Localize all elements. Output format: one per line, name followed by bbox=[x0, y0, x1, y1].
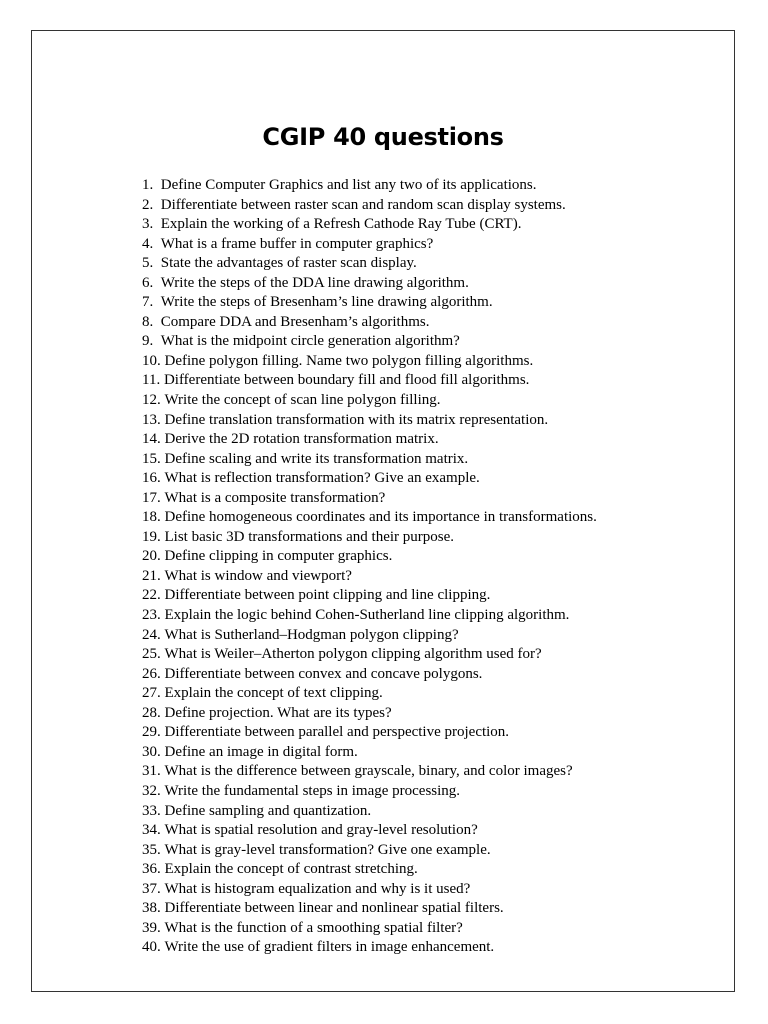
question-text: Write the steps of the DDA line drawing algorithm. bbox=[160, 274, 469, 291]
question-number: 29. bbox=[142, 724, 161, 741]
question-item bbox=[142, 821, 597, 841]
question-item bbox=[142, 782, 597, 802]
question-item bbox=[142, 684, 597, 704]
question-item bbox=[142, 880, 597, 900]
question-item bbox=[142, 371, 597, 391]
question-item bbox=[142, 723, 597, 743]
question-number: 16. bbox=[142, 470, 161, 487]
document-title: CGIP 40 questions bbox=[262, 123, 504, 151]
question-text: Explain the concept of contrast stretching. bbox=[164, 861, 418, 878]
question-number: 2. bbox=[142, 196, 154, 213]
question-item bbox=[142, 645, 597, 665]
document-page bbox=[31, 30, 735, 992]
question-number: 10. bbox=[142, 352, 161, 369]
question-number: 18. bbox=[142, 509, 161, 526]
question-number: 15. bbox=[142, 450, 161, 467]
question-text: Compare DDA and Bresenham’s algorithms. bbox=[160, 313, 430, 330]
question-item bbox=[142, 274, 597, 294]
question-number: 3. bbox=[142, 216, 154, 233]
question-number: 14. bbox=[142, 431, 161, 448]
question-text: What is Weiler–Atherton polygon clipping algorithm used for? bbox=[164, 646, 542, 663]
question-list bbox=[142, 176, 597, 958]
question-item bbox=[142, 508, 597, 528]
question-item bbox=[142, 626, 597, 646]
question-number: 34. bbox=[142, 822, 161, 839]
question-text: What is reflection transformation? Give an example. bbox=[164, 470, 480, 487]
question-item bbox=[142, 704, 597, 724]
question-number: 20. bbox=[142, 548, 161, 565]
question-number: 31. bbox=[142, 763, 161, 780]
question-item bbox=[142, 196, 597, 216]
question-item bbox=[142, 899, 597, 919]
question-text: Explain the concept of text clipping. bbox=[164, 685, 383, 702]
question-text: What is histogram equalization and why is it used? bbox=[164, 880, 471, 897]
question-number: 4. bbox=[142, 235, 154, 252]
question-text: Write the fundamental steps in image processing. bbox=[164, 782, 461, 799]
question-text: Derive the 2D rotation transformation matrix. bbox=[164, 431, 439, 448]
question-text: Define translation transformation with its matrix representation. bbox=[164, 411, 549, 428]
question-number: 6. bbox=[142, 274, 154, 291]
question-text: What is gray-level transformation? Give one example. bbox=[164, 841, 491, 858]
question-number: 39. bbox=[142, 919, 161, 936]
question-text: List basic 3D transformations and their purpose. bbox=[164, 528, 455, 545]
question-number: 26. bbox=[142, 665, 161, 682]
question-number: 8. bbox=[142, 313, 154, 330]
question-item bbox=[142, 528, 597, 548]
question-text: Explain the logic behind Cohen-Sutherland line clipping algorithm. bbox=[164, 607, 570, 624]
question-item bbox=[142, 313, 597, 333]
question-text: What is the function of a smoothing spatial filter? bbox=[164, 919, 463, 936]
question-item bbox=[142, 547, 597, 567]
question-item bbox=[142, 391, 597, 411]
question-text: Define homogeneous coordinates and its importance in transformations. bbox=[164, 509, 597, 526]
question-item bbox=[142, 489, 597, 509]
question-text: Define projection. What are its types? bbox=[164, 704, 392, 721]
question-text: What is the midpoint circle generation algorithm? bbox=[160, 333, 460, 350]
question-number: 9. bbox=[142, 333, 154, 350]
question-number: 30. bbox=[142, 743, 161, 760]
question-text: What is window and viewport? bbox=[164, 567, 352, 584]
question-item bbox=[142, 860, 597, 880]
question-item bbox=[142, 938, 597, 958]
question-text: Write the use of gradient filters in image enhancement. bbox=[164, 939, 495, 956]
question-item bbox=[142, 802, 597, 822]
question-text: Define scaling and write its transformation matrix. bbox=[164, 450, 469, 467]
question-text: Write the steps of Bresenham’s line drawing algorithm. bbox=[160, 294, 493, 311]
question-number: 35. bbox=[142, 841, 161, 858]
question-item bbox=[142, 332, 597, 352]
question-text: What is the difference between grayscale, binary, and color images? bbox=[164, 763, 573, 780]
question-number: 28. bbox=[142, 704, 161, 721]
question-text: Define Computer Graphics and list any two of its applications. bbox=[160, 177, 537, 193]
question-item bbox=[142, 450, 597, 470]
question-number: 25. bbox=[142, 646, 161, 663]
question-number: 37. bbox=[142, 880, 161, 897]
question-text: Differentiate between point clipping and line clipping. bbox=[164, 587, 491, 604]
question-item bbox=[142, 352, 597, 372]
question-item bbox=[142, 841, 597, 861]
question-item bbox=[142, 586, 597, 606]
question-number: 40. bbox=[142, 939, 161, 956]
question-item bbox=[142, 762, 597, 782]
question-number: 23. bbox=[142, 607, 161, 624]
question-number: 22. bbox=[142, 587, 161, 604]
question-text: What is a composite transformation? bbox=[164, 489, 386, 506]
question-number: 13. bbox=[142, 411, 161, 428]
question-number: 12. bbox=[142, 392, 161, 409]
question-text: Define polygon filling. Name two polygon filling algorithms. bbox=[164, 352, 534, 369]
question-item bbox=[142, 743, 597, 763]
question-text: Differentiate between parallel and perspective projection. bbox=[164, 724, 510, 741]
question-number: 33. bbox=[142, 802, 161, 819]
question-text: What is spatial resolution and gray-level resolution? bbox=[164, 822, 478, 839]
question-item bbox=[142, 469, 597, 489]
question-text: Define sampling and quantization. bbox=[164, 802, 372, 819]
question-text: What is Sutherland–Hodgman polygon clipping? bbox=[164, 626, 459, 643]
question-number: 11. bbox=[142, 372, 161, 389]
question-item bbox=[142, 567, 597, 587]
question-number: 21. bbox=[142, 567, 161, 584]
question-number: 32. bbox=[142, 782, 161, 799]
question-item bbox=[142, 411, 597, 431]
question-text: Differentiate between linear and nonlinear spatial filters. bbox=[164, 900, 504, 917]
question-text: Differentiate between raster scan and random scan display systems. bbox=[160, 196, 566, 213]
question-number: 19. bbox=[142, 528, 161, 545]
question-item bbox=[142, 235, 597, 255]
question-number: 5. bbox=[142, 255, 154, 272]
question-text: Explain the working of a Refresh Cathode Ray Tube (CRT). bbox=[160, 216, 522, 233]
question-item bbox=[142, 606, 597, 626]
question-number: 1. bbox=[142, 177, 154, 193]
question-item bbox=[142, 665, 597, 685]
question-number: 27. bbox=[142, 685, 161, 702]
question-text: Differentiate between convex and concave polygons. bbox=[164, 665, 483, 682]
question-item bbox=[142, 919, 597, 939]
question-number: 38. bbox=[142, 900, 161, 917]
question-number: 24. bbox=[142, 626, 161, 643]
question-text: State the advantages of raster scan display. bbox=[160, 255, 417, 272]
question-text: What is a frame buffer in computer graphics? bbox=[160, 235, 434, 252]
question-item bbox=[142, 254, 597, 274]
question-text: Define an image in digital form. bbox=[164, 743, 358, 760]
question-number: 36. bbox=[142, 861, 161, 878]
question-item bbox=[142, 293, 597, 313]
question-number: 17. bbox=[142, 489, 161, 506]
question-number: 7. bbox=[142, 294, 154, 311]
question-text: Write the concept of scan line polygon filling. bbox=[164, 392, 441, 409]
question-item bbox=[142, 430, 597, 450]
question-text: Define clipping in computer graphics. bbox=[164, 548, 393, 565]
question-item bbox=[142, 215, 597, 235]
question-text: Differentiate between boundary fill and flood fill algorithms. bbox=[163, 372, 530, 389]
question-item bbox=[142, 176, 597, 196]
